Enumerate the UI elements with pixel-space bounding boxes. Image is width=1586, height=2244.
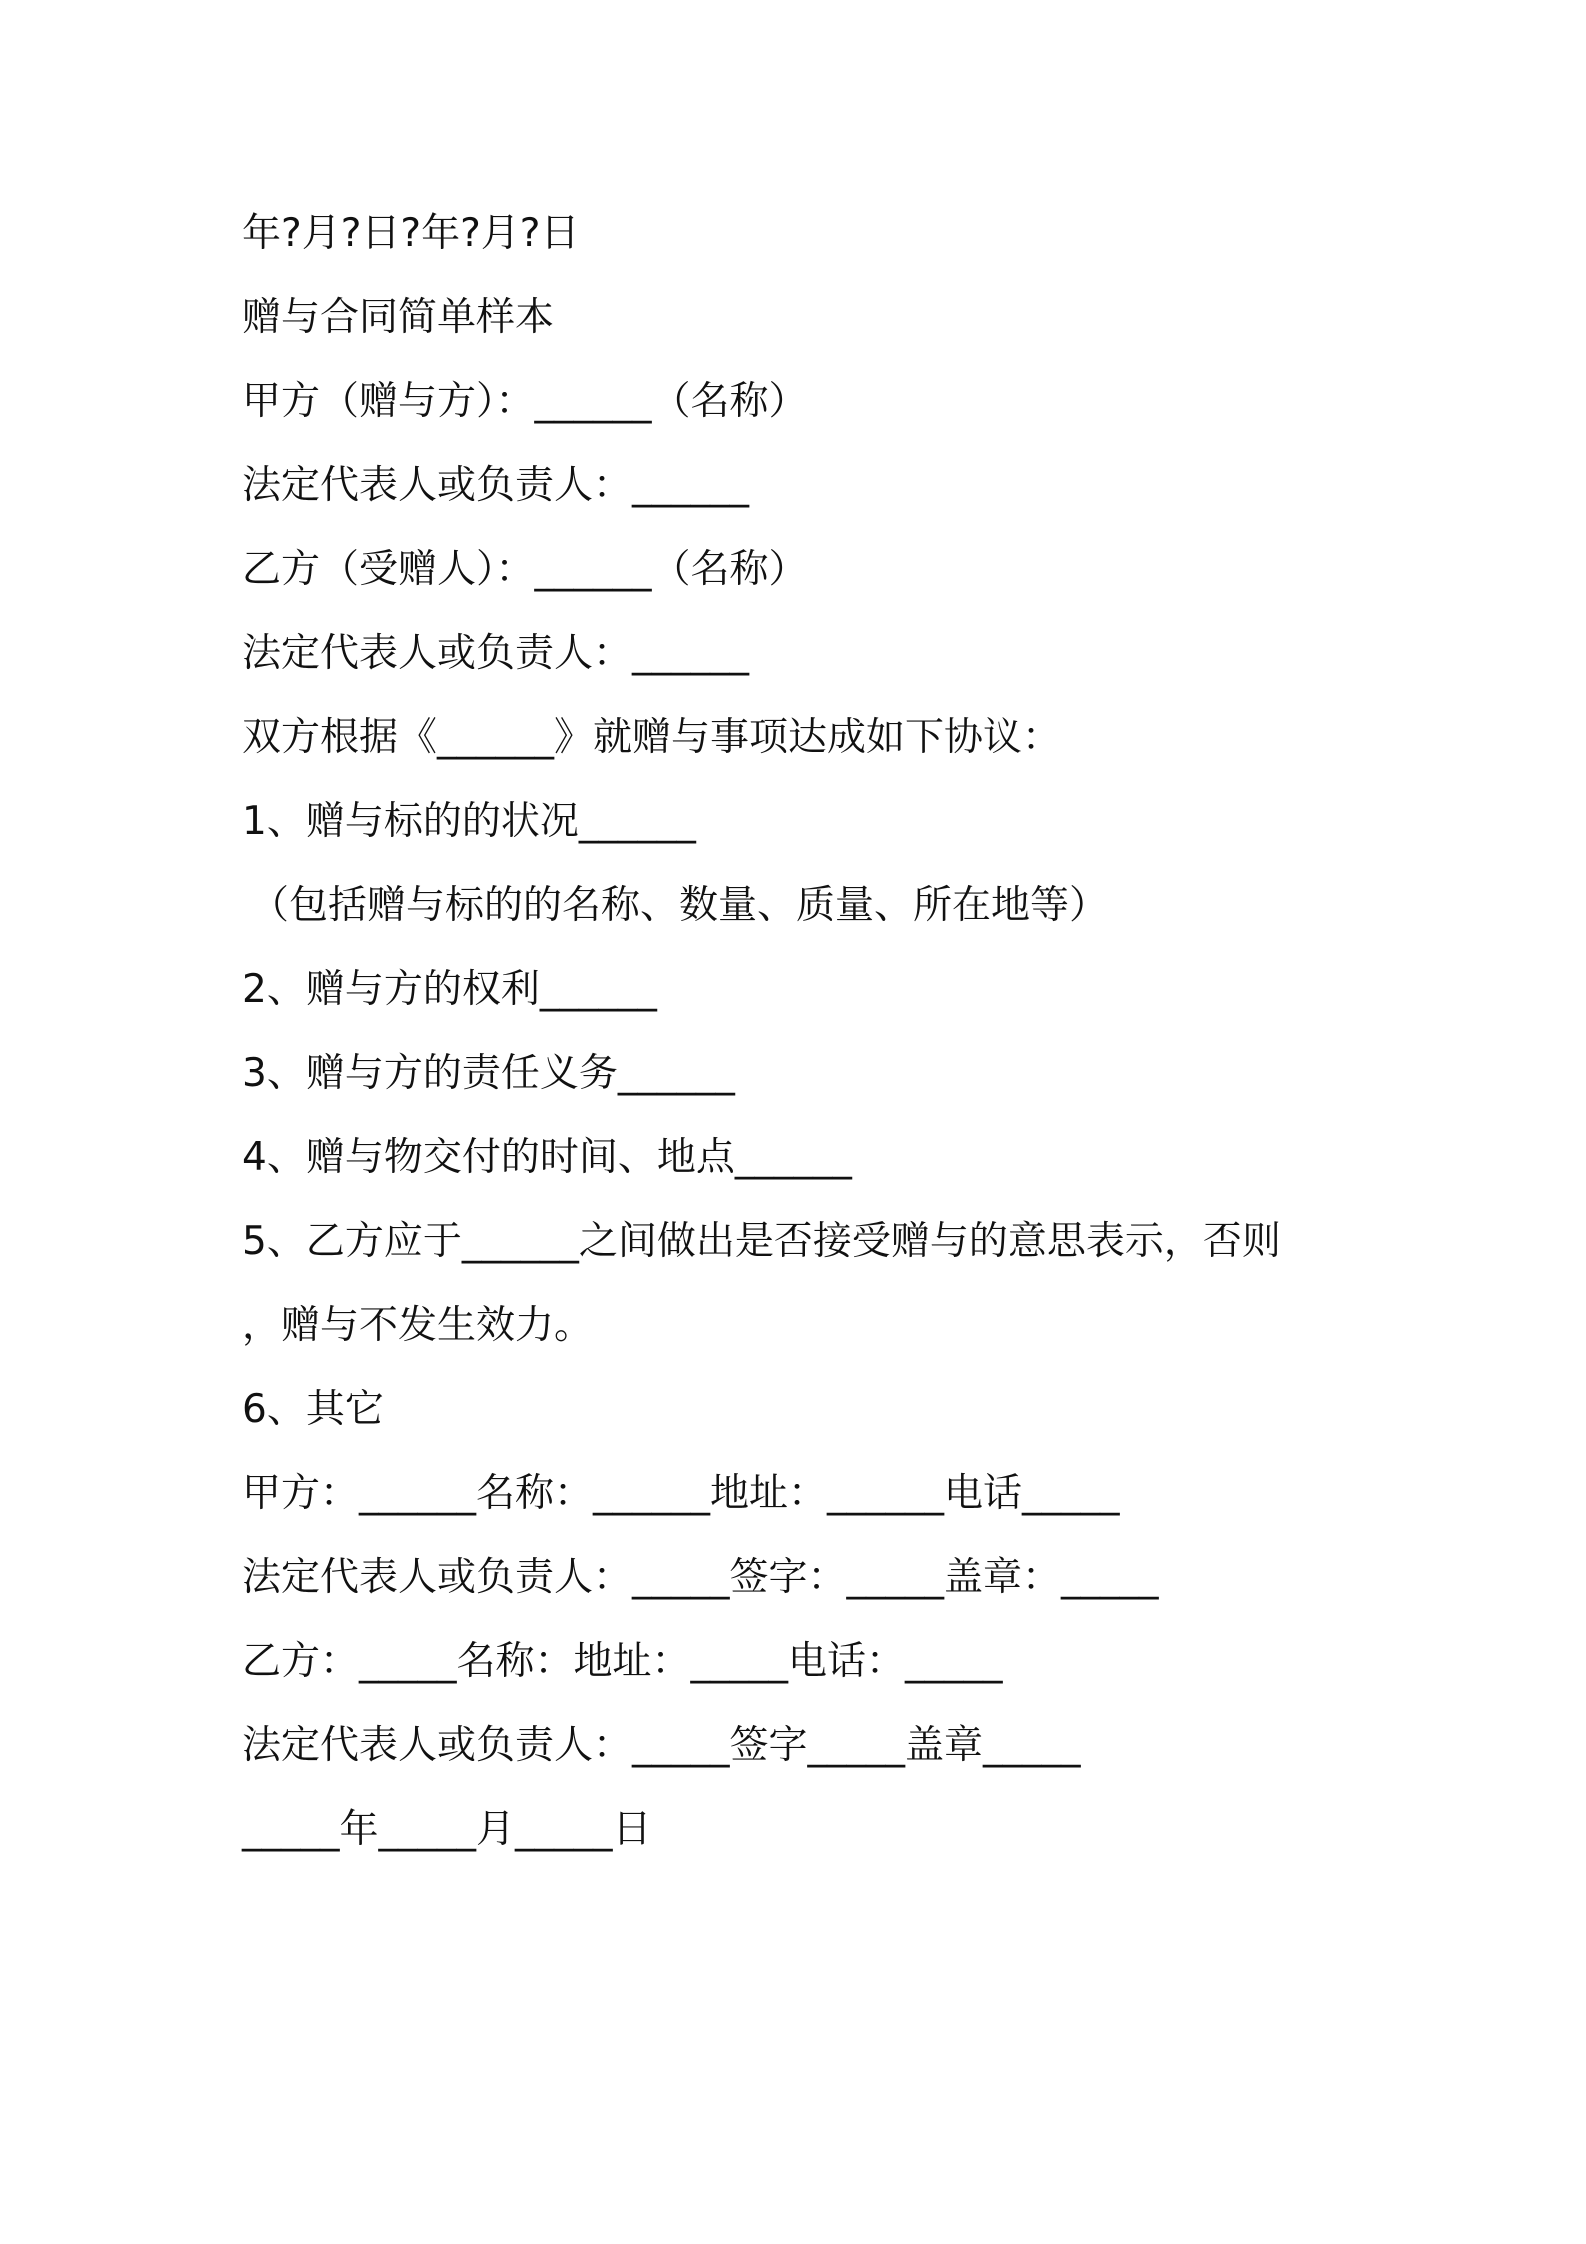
party-b-line: 乙方（受赠人）：______（名称） [242, 547, 808, 592]
party-b-signature-line: 法定代表人或负责人：_____签字_____盖章_____ [242, 1723, 1081, 1768]
clause-1: 1、赠与标的的状况______ [242, 799, 696, 844]
document-body [242, 192, 1442, 1872]
party-a-signature-info: 甲方：______名称：______地址：______电话_____ [242, 1471, 1120, 1516]
clause-1-note: （包括赠与标的的名称、数量、质量、所在地等） [250, 883, 1109, 928]
party-b-representative-line: 法定代表人或负责人：______ [242, 631, 750, 676]
party-a-line: 甲方（赠与方）：______（名称） [242, 379, 808, 424]
clause-2: 2、赠与方的权利______ [242, 967, 657, 1012]
header-date-line: 年?月?日?年?月?日 [242, 211, 580, 256]
party-b-signature-info: 乙方：_____名称：地址：_____电话：_____ [242, 1639, 1003, 1684]
document-title: 赠与合同简单样本 [242, 295, 555, 340]
party-a-representative-line: 法定代表人或负责人：______ [242, 463, 750, 508]
clause-5: 5、乙方应于______之间做出是否接受赠与的意思表示，否则 [242, 1219, 1281, 1264]
signing-date-line: _____年_____月_____日 [242, 1807, 652, 1852]
clause-6: 6、其它 [242, 1387, 384, 1432]
clause-3: 3、赠与方的责任义务______ [242, 1051, 735, 1096]
agreement-basis-line: 双方根据《______》就赠与事项达成如下协议： [242, 715, 1062, 760]
clause-4: 4、赠与物交付的时间、地点______ [242, 1135, 852, 1180]
clause-5-continued: ，赠与不发生效力。 [242, 1303, 594, 1348]
party-a-signature-line: 法定代表人或负责人：_____签字：_____盖章：_____ [242, 1555, 1159, 1600]
